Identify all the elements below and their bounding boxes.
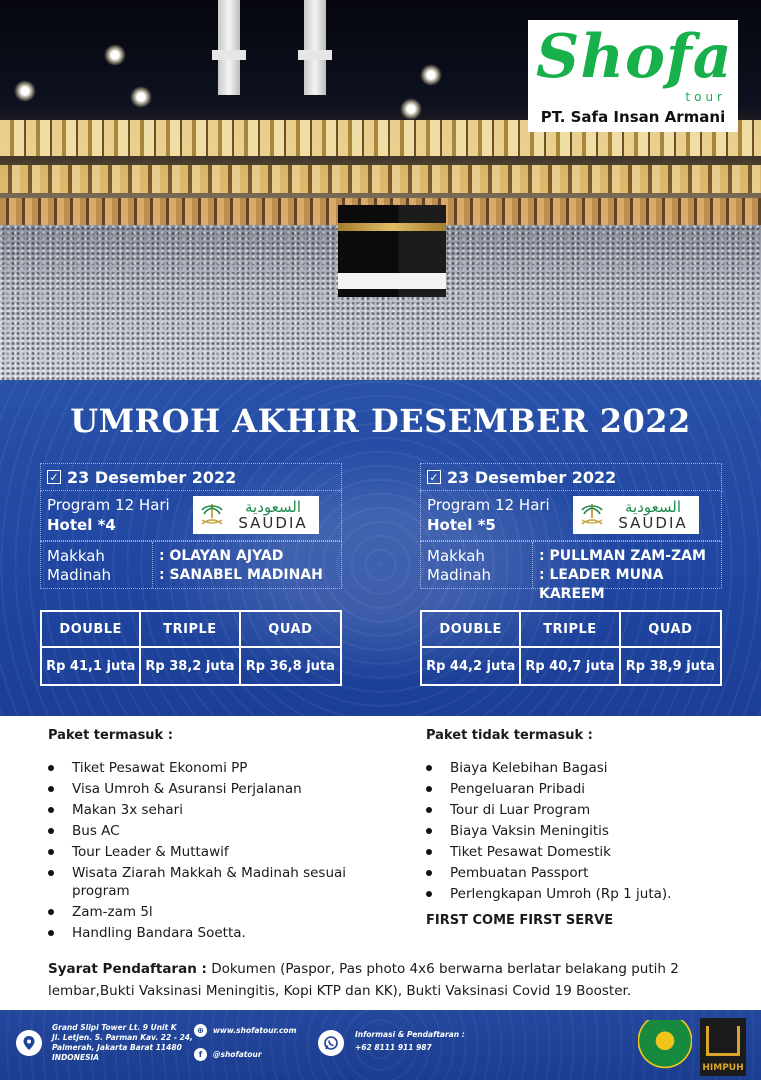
hotel-class: Hotel *4 [47,516,116,534]
whatsapp-icon [318,1030,344,1056]
room-type-quad: QUAD [241,612,340,648]
himpuh-label: HIMPUH [702,1063,744,1073]
package-card-hotel-5 [420,463,722,602]
city-makkah: Makkah [427,547,485,565]
minaret [218,0,240,95]
airline-name-arabic: السعودية [624,498,681,516]
list-item: Tiket Pesawat Ekonomi PP [48,759,348,777]
floodlight [130,86,152,108]
package-section [0,380,761,716]
price-table-hotel-4 [40,610,342,686]
minaret [304,0,326,95]
list-item: Zam-zam 5l [48,903,348,921]
footer [0,1010,761,1080]
registration-requirements [48,958,728,1002]
date-text: 23 Desember 2022 [447,467,617,487]
price-triple: Rp 40,7 juta [521,648,620,684]
himpuh-logo [700,1018,746,1076]
list-item: Tiket Pesawat Domestik [426,843,726,861]
phone-number[interactable]: +62 8111 911 987 [355,1043,432,1052]
date-text: 23 Desember 2022 [67,467,237,487]
list-item: Wisata Ziarah Makkah & Madinah sesuai program [48,864,348,900]
list-item: Biaya Kelebihan Bagasi [426,759,726,777]
first-come-notice: FIRST COME FIRST SERVE [426,913,614,928]
office-address: Grand Slipi Tower Lt. 9 Unit K Jl. Letjen. S. Parman Kav. 22 - 24, Palmerah, Jakarta Barat 11480 INDONESIA [52,1023,193,1062]
himpuh-emblem-icon [706,1026,740,1056]
price-quad: Rp 36,8 juta [245,658,335,674]
price-triple: Rp 38,2 juta [141,648,240,684]
list-item: Visa Umroh & Asuransi Perjalanan [48,780,348,798]
brand-logo [528,20,738,132]
city-madinah: Madinah [47,566,112,584]
excluded-list [426,728,726,928]
website-link[interactable]: www.shofatour.com [213,1026,297,1035]
floodlight [400,98,422,120]
city-makkah: Makkah [47,547,105,565]
social-handle[interactable]: @shofatour [213,1050,262,1059]
requirements-text: Dokumen (Paspor, Pas photo 4x6 berwarna berlatar belakang putih 2 lembar,Bukti Vaksinasi Meningitis, Kopi KTP dan KK), Bukti Vaksinasi Covid 19 Booster. [48,961,679,999]
list-item: Pembuatan Passport [426,864,726,882]
price-double: Rp 41,1 juta [42,648,141,684]
hotel-class: Hotel *5 [427,516,496,534]
company-name: PT. Safa Insan Armani [540,108,726,126]
contact-info [355,1030,465,1053]
floodlight [14,80,36,102]
kaaba [338,205,446,297]
mosque-arcade [0,165,761,193]
room-type-double: DOUBLE [42,612,141,648]
list-item: Perlengkapan Umroh (Rp 1 juta). [426,885,726,903]
list-item: Bus AC [48,822,348,840]
package-details [0,716,761,1012]
price-double: Rp 44,2 juta [422,648,521,684]
logo-wordmark: Shofa [536,22,733,92]
kemenag-emblem-icon [638,1020,692,1072]
program-row [420,491,722,541]
list-item: Handling Bandara Soetta. [48,924,348,942]
city-madinah: Madinah [427,566,492,584]
price-quad: Rp 38,9 juta [625,658,715,674]
globe-icon: ⊕ [194,1024,207,1037]
hotel-makkah: : PULLMAN ZAM-ZAM [539,548,706,564]
room-type-quad: QUAD [621,612,720,648]
saudia-airline-logo [193,496,319,534]
list-item: Pengeluaran Pribadi [426,780,726,798]
palm-swords-icon [197,500,227,530]
excluded-title: Paket tidak termasuk : [426,728,593,743]
program-row [40,491,342,541]
hotel-madinah: : LEADER MUNA KAREEM [539,567,664,602]
location-pin-icon [16,1030,42,1056]
list-item: Makan 3x sehari [48,801,348,819]
room-type-triple: TRIPLE [141,612,240,648]
logo-subtitle: tour [685,90,726,104]
room-type-double: DOUBLE [422,612,521,648]
airline-name-arabic: السعودية [244,498,301,516]
hotel-row [40,541,342,589]
airline-name: SAUDIA [618,514,688,532]
list-item: Biaya Vaksin Meningitis [426,822,726,840]
room-type-triple: TRIPLE [521,612,620,648]
program-duration: Program 12 Hari [427,496,550,514]
requirements-label: Syarat Pendaftaran : [48,961,207,977]
hotel-row [420,541,722,602]
checkbox-icon: ✓ [47,470,61,484]
price-table-hotel-5 [420,610,722,686]
list-item: Tour Leader & Muttawif [48,843,348,861]
included-list [48,728,348,945]
page-title: UMROH AKHIR DESEMBER 2022 [70,402,691,440]
floodlight [104,44,126,66]
saudia-airline-logo [573,496,699,534]
package-date [420,463,722,491]
checkbox-icon: ✓ [427,470,441,484]
contact-label: Informasi & Pendaftaran : [355,1030,465,1039]
palm-swords-icon [577,500,607,530]
floodlight [420,64,442,86]
list-item: Tour di Luar Program [426,801,726,819]
package-date [40,463,342,491]
included-title: Paket termasuk : [48,728,173,743]
package-card-hotel-4 [40,463,342,589]
facebook-icon: f [194,1048,207,1061]
program-duration: Program 12 Hari [47,496,170,514]
airline-name: SAUDIA [238,514,308,532]
hotel-madinah: : SANABEL MADINAH [159,567,323,583]
hotel-makkah: : OLAYAN AJYAD [159,548,284,564]
